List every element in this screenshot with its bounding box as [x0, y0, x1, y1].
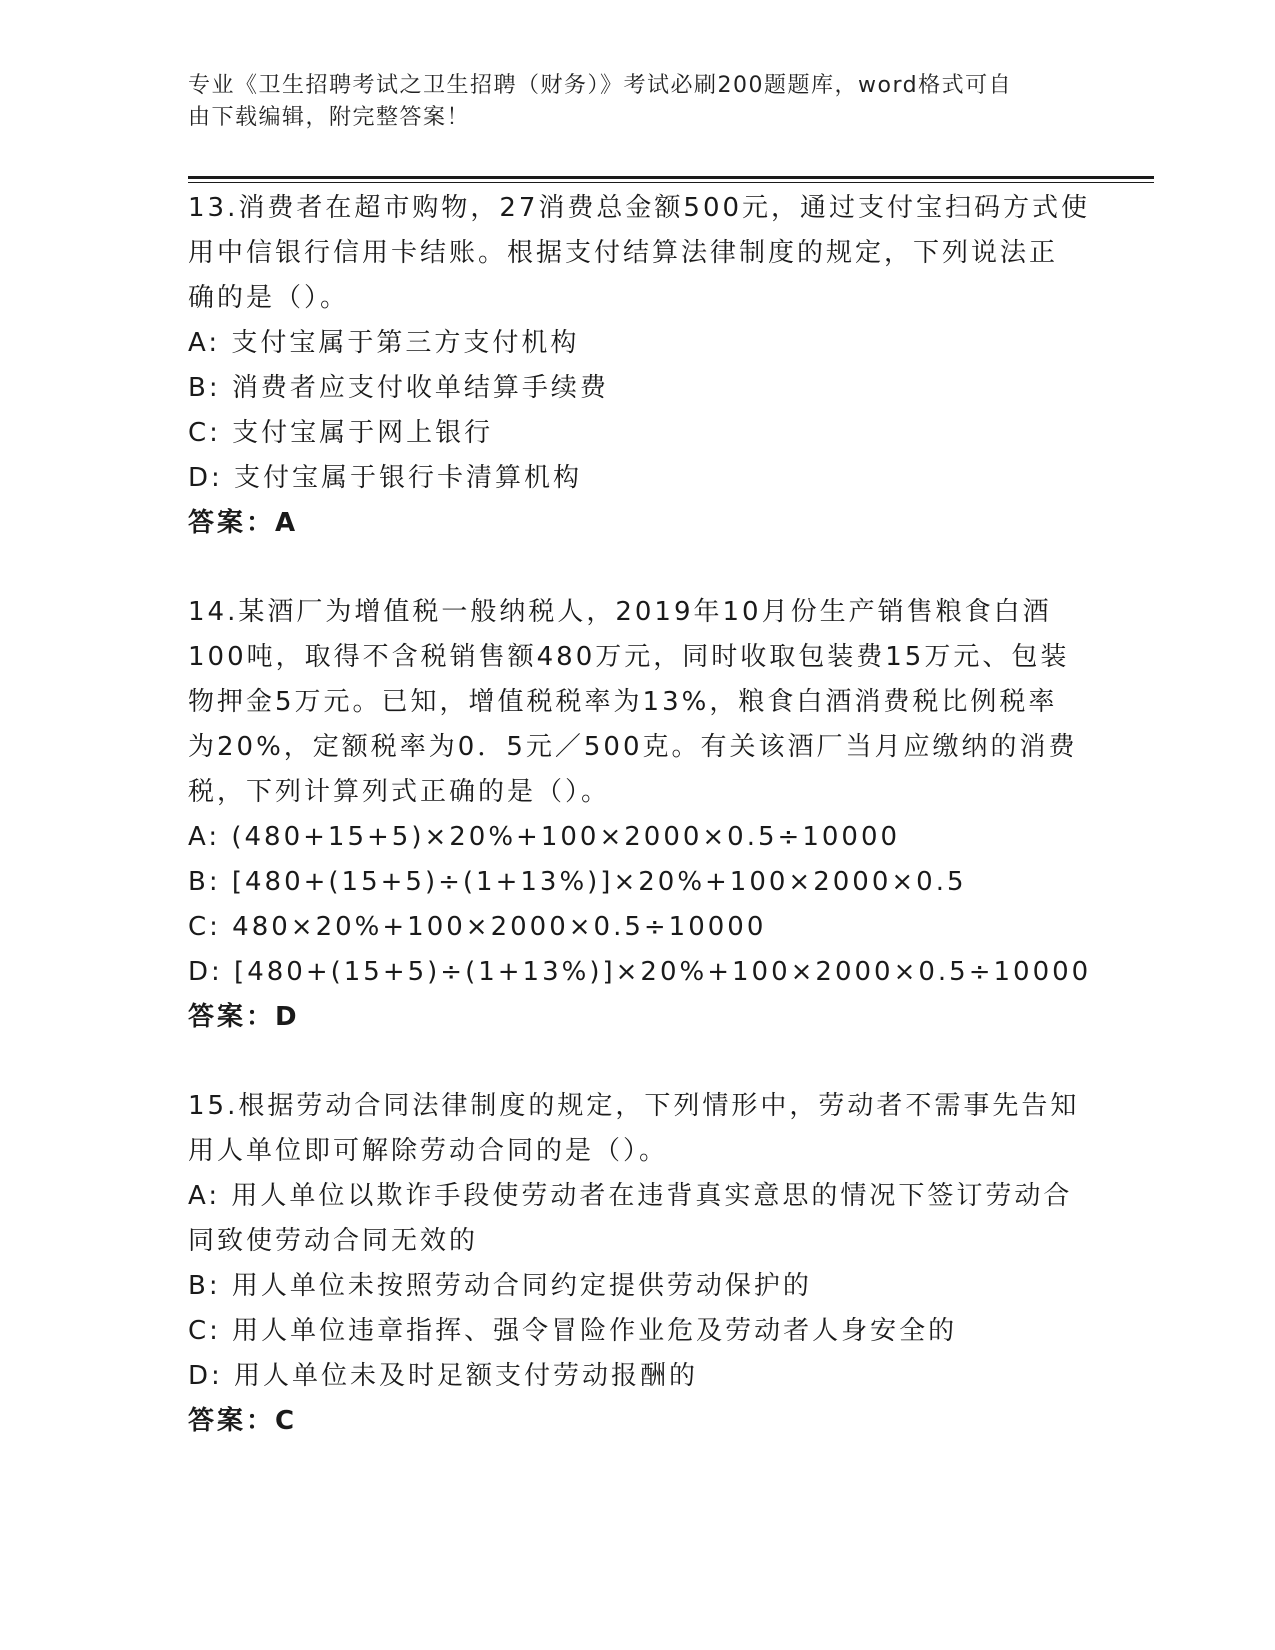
question-text: 税，下列计算列式正确的是（）。 — [188, 777, 611, 807]
option-b: B: 用人单位未按照劳动合同约定提供劳动保护的 — [188, 1271, 812, 1301]
header-divider-thin — [188, 182, 1154, 183]
option-a-continued: 同致使劳动合同无效的 — [188, 1226, 479, 1256]
question-text: 13.消费者在超市购物，27消费总金额500元，通过支付宝扫码方式使 — [188, 193, 1091, 223]
question-text: 用人单位即可解除劳动合同的是（）。 — [188, 1136, 669, 1166]
document-header — [188, 70, 1088, 134]
question-text: 物押金5万元。已知，增值税税率为13%，粮食白酒消费税比例税率 — [188, 687, 1058, 717]
option-a: A: (480+15+5)×20%+100×2000×0.5÷10000 — [188, 822, 901, 852]
option-a: A: 用人单位以欺诈手段使劳动者在违背真实意思的情况下签订劳动合 — [188, 1181, 1073, 1211]
option-b: B: 消费者应支付收单结算手续费 — [188, 373, 609, 403]
answer: 答案：D — [188, 1002, 300, 1032]
question-13 — [188, 186, 1091, 546]
option-d: D: [480+(15+5)÷(1+13%)]×20%+100×2000×0.5÷10000 — [188, 957, 1092, 987]
question-text: 100吨，取得不含税销售额480万元，同时收取包装费15万元、包装 — [188, 642, 1070, 672]
option-a: A: 支付宝属于第三方支付机构 — [188, 328, 580, 358]
option-d: D: 支付宝属于银行卡清算机构 — [188, 463, 583, 493]
option-b: B: [480+(15+5)÷(1+13%)]×20%+100×2000×0.5 — [188, 867, 967, 897]
header-line: 由下载编辑，附完整答案！ — [188, 105, 471, 130]
option-c: C: 用人单位违章指挥、强令冒险作业危及劳动者人身安全的 — [188, 1316, 958, 1346]
question-text: 确的是（）。 — [188, 283, 350, 313]
option-c: C: 480×20%+100×2000×0.5÷10000 — [188, 912, 767, 942]
question-text: 为20%，定额税率为0．5元／500克。有关该酒厂当月应缴纳的消费 — [188, 732, 1078, 762]
answer: 答案：C — [188, 1406, 298, 1436]
question-text: 14.某酒厂为增值税一般纳税人，2019年10月份生产销售粮食白酒 — [188, 597, 1052, 627]
answer: 答案：A — [188, 508, 299, 538]
question-text: 15.根据劳动合同法律制度的规定，下列情形中，劳动者不需事先告知 — [188, 1091, 1080, 1121]
question-14 — [188, 590, 1092, 1040]
question-15 — [188, 1084, 1088, 1444]
header-divider-thick — [188, 176, 1154, 179]
option-c: C: 支付宝属于网上银行 — [188, 418, 494, 448]
option-d: D: 用人单位未及时足额支付劳动报酬的 — [188, 1361, 699, 1391]
question-text: 用中信银行信用卡结账。根据支付结算法律制度的规定，下列说法正 — [188, 238, 1059, 268]
header-line: 专业《卫生招聘考试之卫生招聘（财务）》考试必刷200题题库，word格式可自 — [188, 73, 1013, 98]
